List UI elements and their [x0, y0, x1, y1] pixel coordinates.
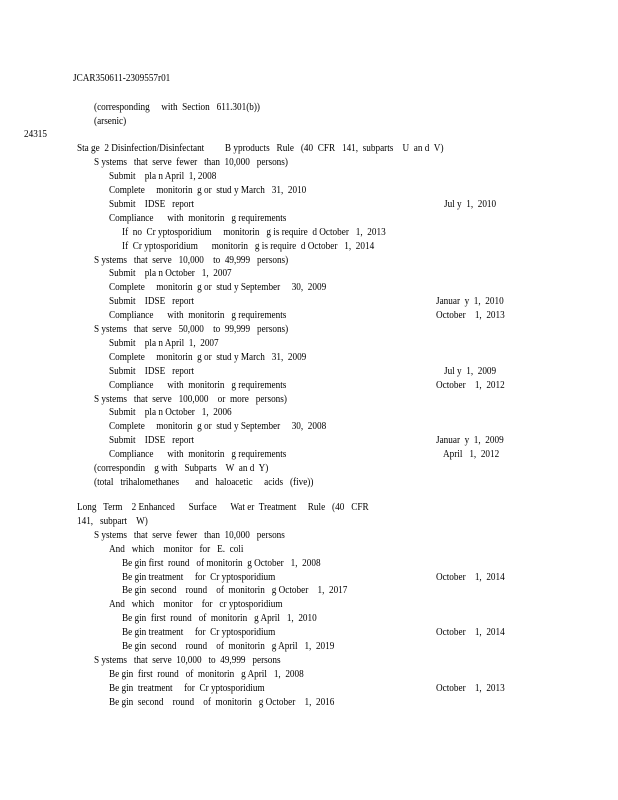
line-date: October 1, 2014	[436, 572, 505, 583]
text-line: Submit IDSE report	[109, 199, 195, 210]
text-line: S ystems that serve fewer than 10,000 persons)	[94, 157, 288, 168]
line-date: October 1, 2012	[436, 380, 505, 391]
document-header: JCAR350611-2309557r01	[73, 73, 171, 84]
text-line: (total trihalomethanes and haloacetic acids (five))	[94, 477, 314, 488]
text-line: S ystems that serve 10,000 to 49,999 persons)	[94, 255, 289, 266]
text-line: Be gin treatment for Cr yptosporidium	[122, 627, 276, 638]
text-line: (corresponding with Section 611.301(b))	[94, 102, 261, 113]
text-line: Compliance with monitorin g requirements	[109, 213, 287, 224]
text-line: Complete monitorin g or stud y March 31, 2009	[109, 352, 307, 363]
text-line: Be gin second round of monitorin g April 1, 2019	[122, 641, 335, 652]
text-line: Be gin second round of monitorin g October 1, 2016	[109, 697, 335, 708]
text-line: (arsenic)	[94, 116, 127, 127]
text-line: Submit IDSE report	[109, 366, 195, 377]
line-date: April 1, 2012	[443, 449, 500, 460]
text-line: Compliance with monitorin g requirements	[109, 310, 287, 321]
text-line: Complete monitorin g or stud y March 31, 2010	[109, 185, 307, 196]
text-line: Submit pla n October 1, 2006	[109, 407, 232, 418]
text-line: Be gin treatment for Cr yptosporidium	[109, 683, 265, 694]
section-heading: Long Term 2 Enhanced Surface Wat er Treatment Rule (40 CFR	[77, 502, 369, 513]
text-line: Compliance with monitorin g requirements	[109, 449, 287, 460]
line-date: October 1, 2013	[436, 310, 505, 321]
text-line: (correspondin g with Subparts W an d Y)	[94, 463, 269, 474]
text-line: Submit IDSE report	[109, 296, 195, 307]
line-number: 24315	[24, 129, 47, 140]
line-date: Januar y 1, 2010	[436, 296, 504, 307]
text-line: And which monitor for E. coli	[109, 544, 244, 555]
text-line: Submit pla n April 1, 2008	[109, 171, 217, 182]
text-line: Complete monitorin g or stud y September 30, 2008	[109, 421, 327, 432]
text-line: Be gin treatment for Cr yptosporidium	[122, 572, 276, 583]
text-line: S ystems that serve 10,000 to 49,999 persons	[94, 655, 281, 666]
text-line: S ystems that serve fewer than 10,000 persons	[94, 530, 285, 541]
text-line: Compliance with monitorin g requirements	[109, 380, 287, 391]
text-line: Submit pla n October 1, 2007	[109, 268, 232, 279]
section-heading: Sta ge 2 Disinfection/Disinfectant B yproducts Rule (40 CFR 141, subparts U an d V)	[77, 143, 444, 154]
text-line: Submit IDSE report	[109, 435, 195, 446]
line-date: October 1, 2014	[436, 627, 505, 638]
text-line: And which monitor for cr yptosporidium	[109, 599, 283, 610]
text-line: Be gin first round of monitorin g October 1, 2008	[122, 558, 321, 569]
text-line: Complete monitorin g or stud y September 30, 2009	[109, 282, 327, 293]
text-line: Be gin first round of monitorin g April 1, 2008	[109, 669, 304, 680]
text-line: If no Cr yptosporidium monitorin g is require d October 1, 2013	[122, 227, 386, 238]
text-line: Be gin first round of monitorin g April 1, 2010	[122, 613, 317, 624]
text-line: If Cr yptosporidium monitorin g is require d October 1, 2014	[122, 241, 375, 252]
line-date: Januar y 1, 2009	[436, 435, 504, 446]
text-line: S ystems that serve 100,000 or more persons)	[94, 394, 287, 405]
section-heading: 141, subpart W)	[77, 516, 148, 527]
text-line: S ystems that serve 50,000 to 99,999 persons)	[94, 324, 289, 335]
text-line: Submit pla n April 1, 2007	[109, 338, 219, 349]
line-date: Jul y 1, 2009	[444, 366, 497, 377]
line-date: Jul y 1, 2010	[444, 199, 497, 210]
line-date: October 1, 2013	[436, 683, 505, 694]
text-line: Be gin second round of monitorin g October 1, 2017	[122, 585, 348, 596]
